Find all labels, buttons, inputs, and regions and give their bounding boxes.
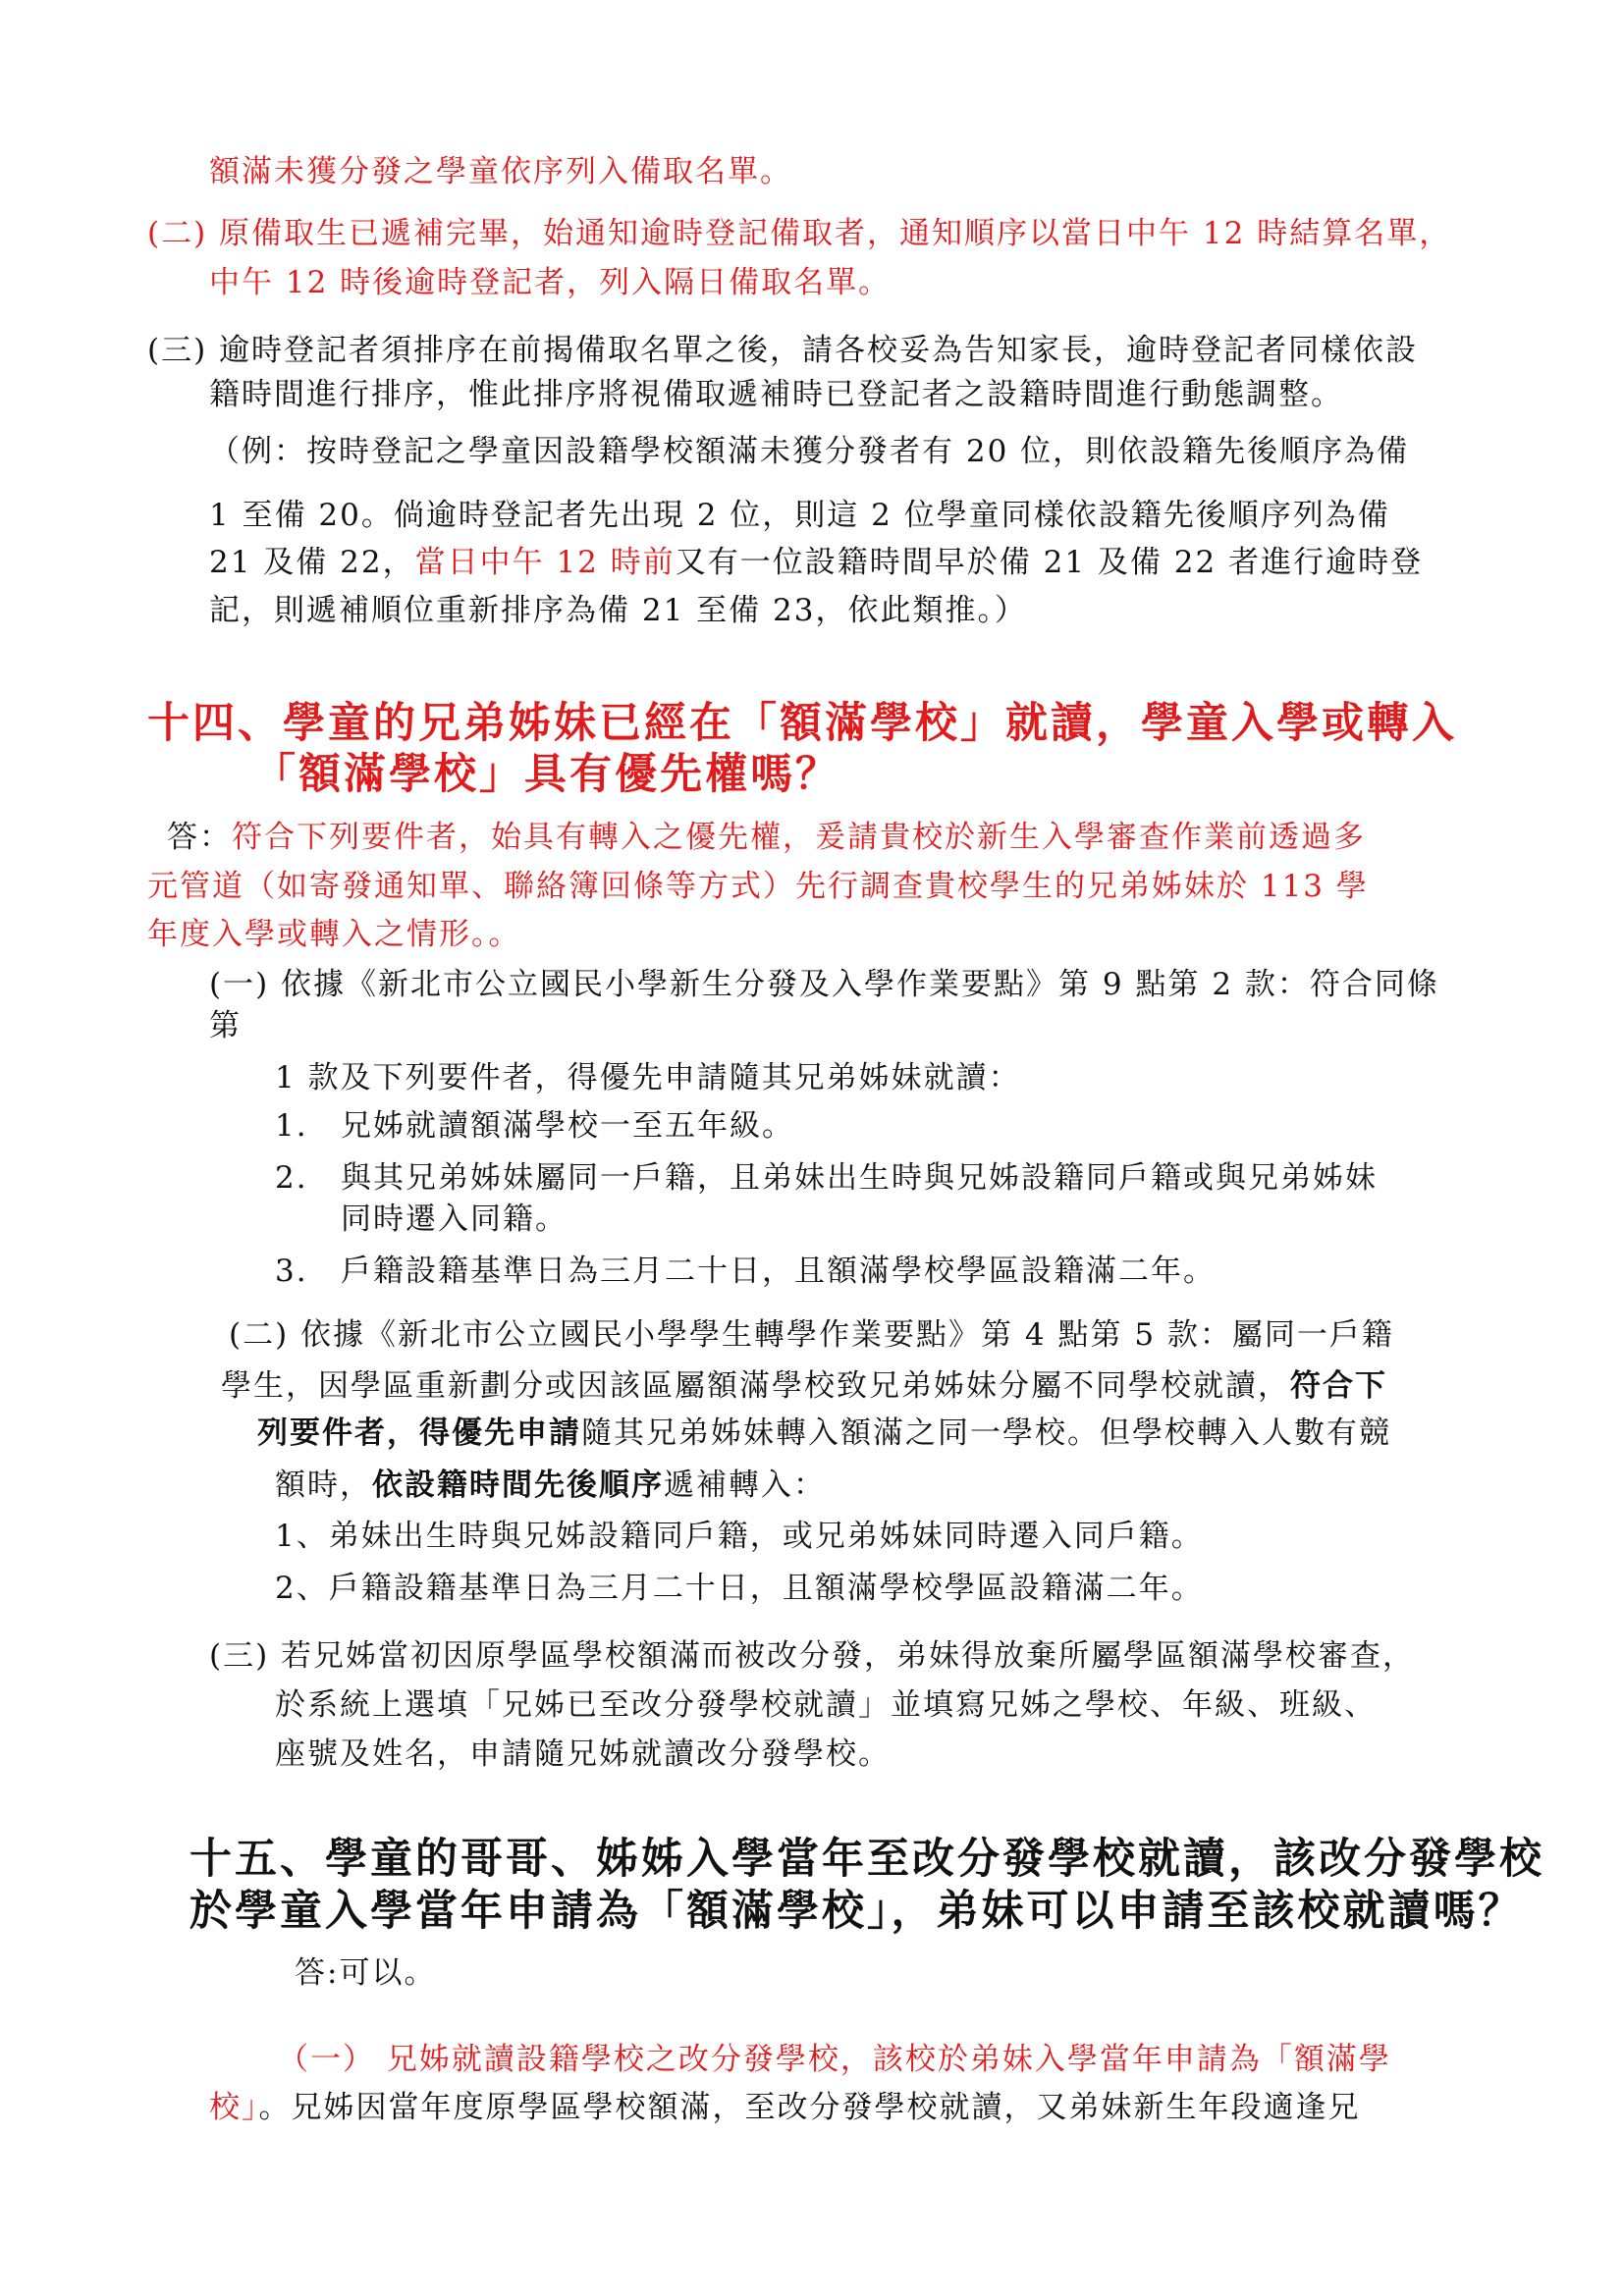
answer-line-2: 元管道（如寄發通知單、聯絡簿回條等方式）先行調查貴校學生的兄弟姊妹於 113 學 (147, 869, 1369, 904)
sub-2-line-4 (275, 1466, 826, 1505)
example-line-3-highlight: 當日中午 12 時前 (414, 545, 676, 580)
sub-1-line-1: (一) 依據《新北市公立國民小學新生分發及入學作業要點》第 9 點第 2 款：符合同條 (209, 967, 1439, 1002)
list-1-item-1: 兄姊就讀額滿學校一至五年級。 (341, 1108, 794, 1144)
list-1-item-2-line-2: 同時遷入同籍。 (341, 1201, 568, 1237)
list-1-num-2: 2. (275, 1160, 308, 1196)
section-15-heading-line-2: 於學童入學當年申請為「額滿學校」，弟妹可以申請至該校就讀嗎？ (189, 1887, 1524, 1936)
list-1-num-3: 3. (275, 1254, 308, 1289)
item-2-line-2: 中午 12 時後逾時登記者，列入隔日備取名單。 (209, 265, 892, 300)
sub-3-line-1: (三) 若兄姊當初因原學區學校額滿而被改分發，弟妹得放棄所屬學區額滿學校審查， (209, 1638, 1416, 1674)
section-15-sub-1-line-2-red: 校」 (209, 2090, 259, 2125)
sub-2-line-2 (221, 1366, 1387, 1406)
list-1-num-1: 1. (275, 1108, 308, 1144)
example-line-4: 記，則遞補順位重新排序為備 21 至備 23，依此類推。） (209, 593, 1027, 628)
sub-1-line-3: 1 款及下列要件者，得優先申請隨其兄弟姊妹就讀： (275, 1060, 1021, 1095)
section-15-sub-1-line-2-text: 。兄姊因當年度原學區學校額滿，至改分發學校就讀，又弟妹新生年段適逢兄 (258, 2090, 1361, 2125)
section-15-sub-1-line-2 (209, 2088, 1361, 2127)
list-1-item-2: 與其兄弟姊妹屬同一戶籍，且弟妹出生時與兄姊設籍同戶籍或與兄弟姊妹 (341, 1160, 1378, 1196)
example-line-3-end: 又有一位設籍時間早於備 21 及備 22 者進行逾時登 (675, 545, 1424, 580)
section-15-heading-line-1: 十五、學童的哥哥、姊姊入學當年至改分發學校就讀，該改分發學校 (189, 1835, 1544, 1884)
item-2-line-1: (二) 原備取生已遞補完畢，始通知逾時登記備取者，通知順序以當日中午 12 時結算名單， (147, 216, 1452, 251)
sub-2-line-3-text: 隨其兄弟姊妹轉入額滿之同一學校。但學校轉入人數有競 (581, 1415, 1391, 1451)
sub-3-line-2: 於系統上選填「兄姊已至改分發學校就讀」並填寫兄姊之學校、年級、班級、 (275, 1687, 1377, 1723)
sub-2-line-4-end: 遞補轉入： (664, 1468, 826, 1503)
section-14-heading-line-2: 「額滿學校」具有優先權嗎？ (253, 750, 840, 799)
example-line-3 (209, 543, 1423, 582)
list-2-item-1: 1、弟妹出生時與兄姊設籍同戶籍，或兄弟姊妹同時遷入同戶籍。 (275, 1519, 1204, 1554)
sub-2-line-2-bold: 符合下 (1290, 1368, 1387, 1404)
item-3-line-2: 籍時間進行排序，惟此排序將視備取遞補時已登記者之設籍時間進行動態調整。 (209, 377, 1343, 412)
sub-2-line-4-bold: 依設籍時間先後順序 (372, 1468, 664, 1503)
sub-2-line-3 (257, 1414, 1391, 1453)
section-14-answer (167, 818, 1366, 857)
item-3-line-1: (三) 逾時登記者須排序在前揭備取名單之後，請各校妥為告知家長，逾時登記者同樣依設 (147, 333, 1419, 368)
section-14-heading-line-1: 十四、學童的兄弟姊妹已經在「額滿學校」就讀，學童入學或轉入 (147, 699, 1457, 748)
example-line-3-start: 21 及備 22， (209, 545, 415, 580)
list-2-item-2: 2、戶籍設籍基準日為三月二十日，且額滿學校學區設籍滿二年。 (275, 1571, 1204, 1606)
section-15-sub-1-line-1: （一） 兄姊就讀設籍學校之改分發學校，該校於弟妹入學當年申請為「額滿學 (278, 2042, 1391, 2077)
sub-2-line-3-bold: 列要件者，得優先申請 (257, 1415, 581, 1451)
answer-line-3: 年度入學或轉入之情形。。 (147, 917, 521, 952)
example-line-1: （例：按時登記之學童因設籍學校額滿未獲分發者有 20 位，則依設籍先後順序為備 (209, 434, 1410, 469)
answer-line-1: 符合下列要件者，始具有轉入之優先權，爰請貴校於新生入學審查作業前透過多 (232, 820, 1366, 855)
answer-prefix: 答： (167, 820, 232, 855)
continuation-text: 額滿未獲分發之學童依序列入備取名單。 (209, 154, 792, 189)
list-1-item-3: 戶籍設籍基準日為三月二十日，且額滿學校學區設籍滿二年。 (341, 1254, 1216, 1289)
sub-2-line-1: (二) 依據《新北市公立國民小學學生轉學作業要點》第 4 點第 5 款：屬同一戶籍 (229, 1317, 1394, 1353)
example-line-2: 1 至備 20。倘逾時登記者先出現 2 位，則這 2 位學童同樣依設籍先後順序列為備 (209, 498, 1390, 533)
sub-1-line-2: 第 (209, 1008, 242, 1043)
section-15-answer: 答:可以。 (295, 1955, 437, 1991)
sub-2-line-4-start: 額時， (275, 1468, 372, 1503)
sub-2-line-2-text: 學生，因學區重新劃分或因該區屬額滿學校致兄弟姊妹分屬不同學校就讀， (221, 1368, 1290, 1404)
sub-3-line-3: 座號及姓名，申請隨兄姊就讀改分發學校。 (275, 1736, 891, 1772)
